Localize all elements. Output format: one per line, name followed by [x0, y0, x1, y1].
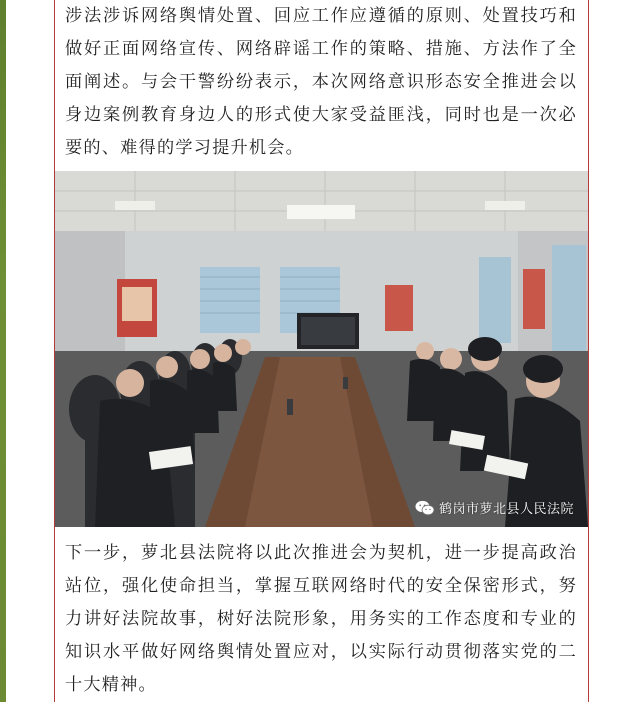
- meeting-photo: [55, 171, 588, 527]
- photo-watermark-text: 鹤岗市萝北县人民法院: [438, 502, 574, 517]
- photo-watermark: [415, 498, 574, 517]
- wechat-icon: [415, 500, 435, 516]
- article-paragraph-1: 涉法涉诉网络舆情处置、回应工作应遵循的原则、处置技巧和做好正面网络宣传、网络辟谣工作的策略、措施、方法作了全面阐述。与会干警纷纷表示，本次网络意识形态安全推进会以身边案例教育身边人的形式使大家受益匪浅，同时也是一次必要的、难得的学习提升机会。: [65, 6, 577, 158]
- article-paragraph-2: 下一步，萝北县法院将以此次推进会为契机，进一步提高政治站位，强化使命担当，掌握互联网络时代的安全保密形式，努力讲好法院故事，树好法院形象，用务实的工作态度和专业的知识水平做好网络舆情处置应对，以实际行动贯彻落实党的二十大精神。: [65, 543, 577, 695]
- left-decor-rail: [0, 0, 6, 702]
